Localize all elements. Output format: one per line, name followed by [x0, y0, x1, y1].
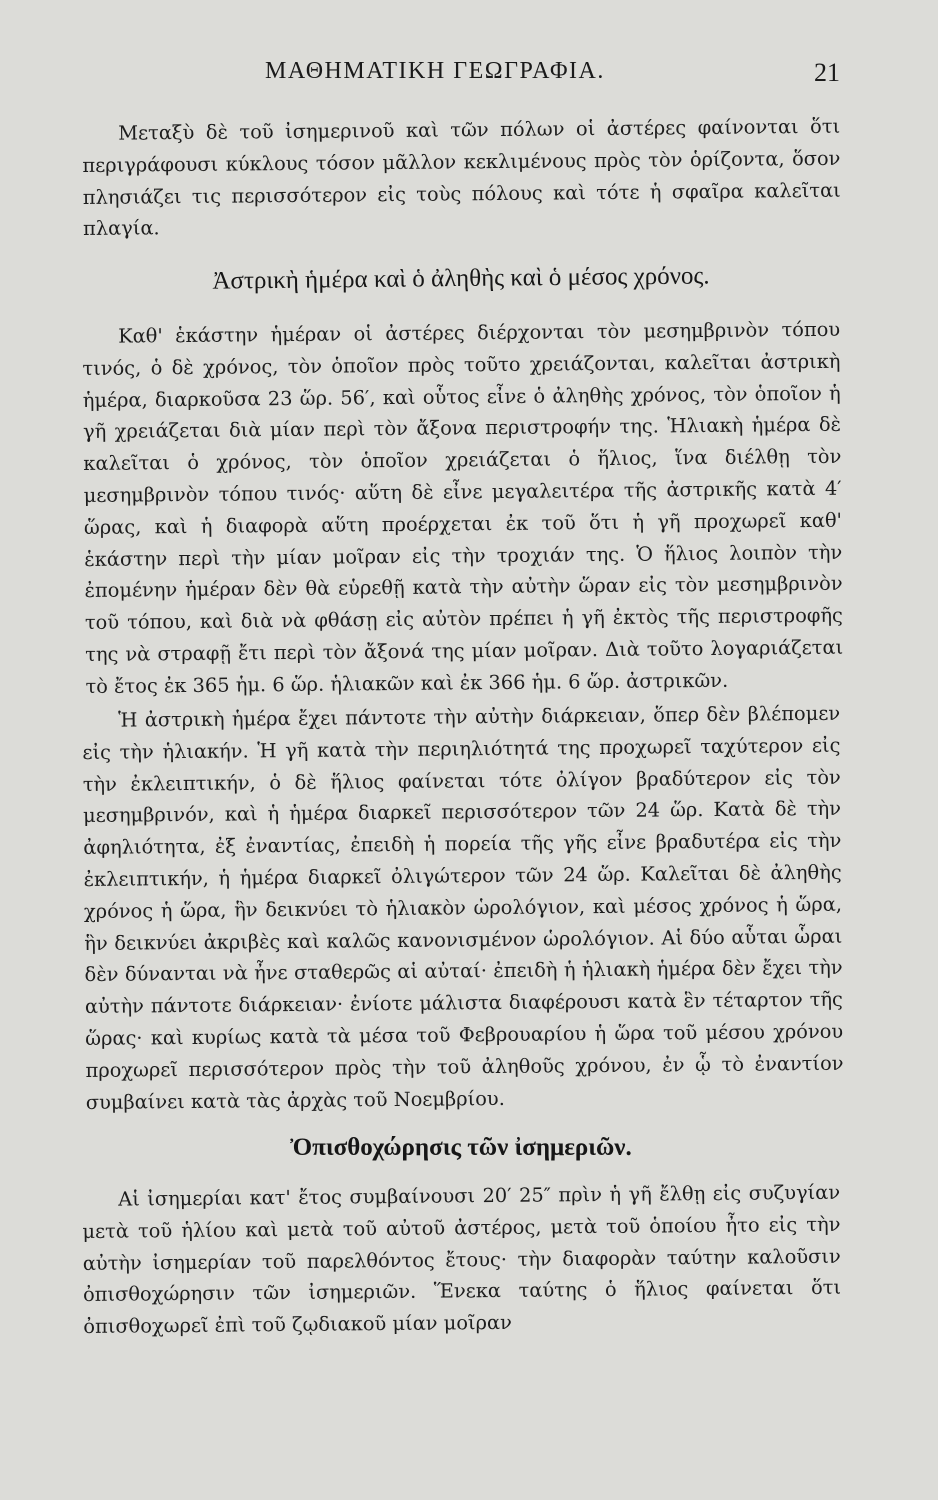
page-number: 21 — [814, 58, 840, 87]
page-body — [82, 114, 844, 1343]
paragraph-mean-time: Ἡ ἀστρικὴ ἡμέρα ἔχει πάντοτε τὴν αὐτὴν διάρκειαν, ὅπερ δὲν βλέπομεν εἰς τὴν ἡλιακήν. Ἡ γῆ κατὰ τὴν περιηλιότητά της προχωρεῖ ταχύτερον εἰς τὴν ἐκλειπτικήν, ὁ δὲ ἥλιος φαίνεται τότε ὀλίγον βραδύτερον εἰς τὸν μεσημβρινόν, καὶ ἡ ἡμέρα διαρκεῖ περισσότερον τῶν 24 ὥρ. Κατὰ δὲ τὴν ἀφηλιότητα, ἐξ ἐναντίας, ἐπειδὴ ἡ πορεία τῆς γῆς εἶνε βραδυτέρα εἰς τὴν ἐκλειπτικήν, ἡ ἡμέρα διαρκεῖ ὀλιγώτερον τῶν 24 ὥρ. Καλεῖται δὲ ἀληθὴς χρόνος ἡ ὥρα, ἣν δεικνύει τὸ ἡλιακὸν ὡρολόγιον, καὶ μέσος χρόνος ἡ ὥρα, ἣν δεικνύει ἀκριβὲς καὶ καλῶς κανονισμένον ὡρολόγιον. Αἱ δύο αὗται ὧραι δὲν δύνανται νὰ ἦνε σταθερῶς αἱ αὐταί· ἐπειδὴ ἡ ἡλιακὴ ἡμέρα δὲν ἔχει τὴν αὐτὴν πάντοτε διάρκειαν· ἐνίοτε μάλιστα διαφέρουσι κατὰ ἓν τέταρτον τῆς ὥρας· καὶ κυρίως κατὰ τὰ μέσα τοῦ Φεβρουαρίου ἡ ὥρα τοῦ μέσου χρόνου προχωρεῖ περισσότερον πρὸς τὴν τοῦ ἀληθοῦς χρόνου, ἐν ᾧ τὸ ἐναντίον συμβαίνει κατὰ τὰς ἀρχὰς τοῦ Νοεμβρίου. — [82, 701, 844, 1114]
page-header — [70, 58, 840, 98]
section-heading-sidereal-day: Ἀστρικὴ ἡμέρα καὶ ὁ ἀληθὴς καὶ ὁ μέσος χρόνος. — [212, 262, 710, 295]
running-title: ΜΑΘΗΜΑΤΙΚΗ ΓΕΩΓΡΑΦΙΑ. — [265, 58, 605, 84]
section-heading-precession: Ὀπισθοχώρησις τῶν ἰσημεριῶν. — [290, 1134, 632, 1162]
paragraph-sidereal-day: Καθ' ἑκάστην ἡμέραν οἱ ἀστέρες διέρχονται τὸν μεσημβρινὸν τόπου τινός, ὁ δὲ χρόνος, τὸν ὁποῖον πρὸς τοῦτο χρειάζονται, καλεῖται ἀστρικὴ ἡμέρα, διαρκοῦσα 23 ὥρ. 56′, καὶ οὗτος εἶνε ὁ ἀληθὴς χρόνος, τὸν ὁποῖον ἡ γῆ χρειάζεται διὰ μίαν περὶ τὸν ἄξονα περιστροφήν της. Ἡλιακὴ ἡμέρα δὲ καλεῖται ὁ χρόνος, τὸν ὁποῖον χρειάζεται ὁ ἥλιος, ἵνα διέλθῃ τὸν μεσημβρινὸν τόπου τινός· αὕτη δὲ εἶνε μεγαλειτέρα τῆς ἀστρικῆς κατὰ 4′ ὥρας, καὶ ἡ διαφορὰ αὕτη προέρχεται ἐκ τοῦ ὅτι ἡ γῆ προχωρεῖ καθ' ἑκάστην περὶ τὴν μίαν μοῖραν εἰς τὴν τροχιάν της. Ὁ ἥλιος λοιπὸν τὴν ἐπομένην ἡμέραν δὲν θὰ εὑρεθῇ κατὰ τὴν αὐτὴν ὥραν εἰς τὸν μεσημβρινὸν τοῦ τόπου, καὶ διὰ νὰ φθάσῃ εἰς αὐτὸν πρέπει ἡ γῆ ἐκτὸς τῆς περιστροφῆς της νὰ στραφῇ ἔτι περὶ τὸν ἄξονά της μίαν μοῖραν. Διὰ τοῦτο λογαριάζεται τὸ ἔτος ἐκ 365 ἡμ. 6 ὥρ. ἡλιακῶν καὶ ἐκ 366 ἡμ. 6 ὥρ. ἀστρικῶν. — [82, 317, 844, 698]
paragraph-celestial-sphere: Μεταξὺ δὲ τοῦ ἰσημερινοῦ καὶ τῶν πόλων οἱ ἀστέρες φαίνονται ὅτι περιγράφουσι κύκλους τόσον μᾶλλον κεκλιμένους πρὸς τὸν ὁρίζοντα, ὅσον πλησιάζει τις περισσότερον εἰς τοὺς πόλους καὶ τότε ἡ σφαῖρα καλεῖται πλαγία. — [82, 114, 841, 241]
paragraph-precession: Αἱ ἰσημερίαι κατ' ἔτος συμβαίνουσι 20′ 25″ πρὶν ἡ γῆ ἔλθῃ εἰς συζυγίαν μετὰ τοῦ ἡλίου καὶ μετὰ τοῦ αὐτοῦ ἀστέρος, μετὰ τοῦ ὁποίου ἦτο εἰς τὴν αὐτὴν ἰσημερίαν τοῦ παρελθόντος ἔτους· τὴν διαφορὰν ταύτην καλοῦσιν ὀπισθοχώρησιν τῶν ἰσημεριῶν. Ἕνεκα ταύτης ὁ ἥλιος φαίνεται ὅτι ὀπισθοχωρεῖ ἐπὶ τοῦ ζῳδιακοῦ μίαν μοῖραν — [82, 1180, 842, 1339]
